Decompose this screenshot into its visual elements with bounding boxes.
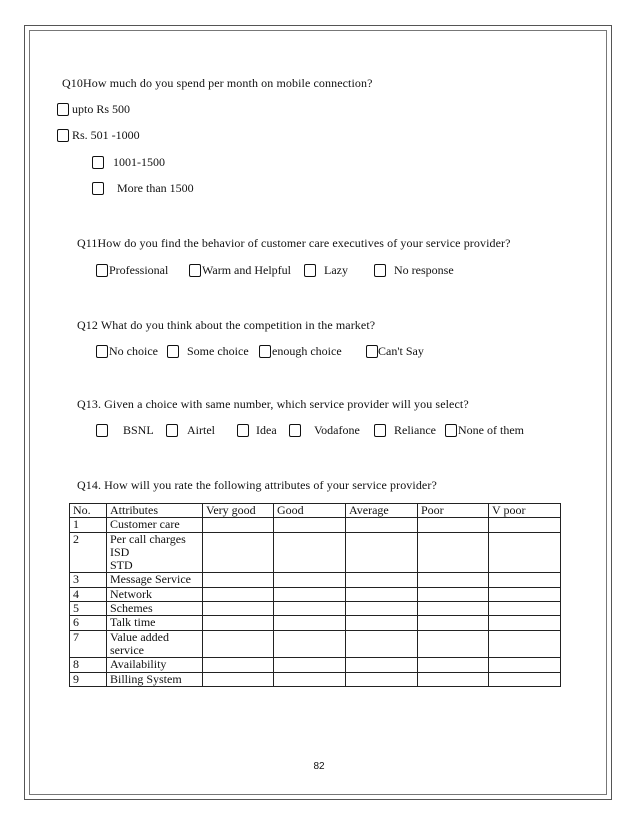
- row-attribute: [107, 587, 203, 601]
- attribute-line: Schemes: [110, 601, 153, 616]
- option-idea[interactable]: [237, 423, 277, 438]
- checkbox[interactable]: [259, 345, 271, 358]
- option-some-choice[interactable]: [167, 344, 249, 359]
- question-q11: Q11How do you find the behavior of customer care executives of your service provider?: [77, 236, 511, 250]
- attribute-line: STD: [110, 558, 133, 573]
- rating-cell[interactable]: [418, 658, 489, 672]
- rating-cell[interactable]: [418, 587, 489, 601]
- rating-cell[interactable]: [274, 518, 346, 532]
- attribute-line: Availability: [110, 657, 167, 672]
- option-vodafone[interactable]: [289, 423, 360, 438]
- rating-cell[interactable]: [418, 518, 489, 532]
- rating-cell[interactable]: [346, 616, 418, 630]
- rating-cell[interactable]: [274, 658, 346, 672]
- header-no: No.: [70, 504, 107, 518]
- rating-cell[interactable]: [418, 630, 489, 658]
- row-attribute: [107, 573, 203, 587]
- checkbox[interactable]: [96, 345, 108, 358]
- table-header-row: [70, 504, 561, 518]
- option-bsnl[interactable]: [96, 423, 154, 438]
- row-number: 1: [70, 518, 107, 532]
- rating-cell[interactable]: [203, 587, 274, 601]
- rating-cell[interactable]: [203, 672, 274, 686]
- rating-cell[interactable]: [346, 672, 418, 686]
- attribute-line: Per call charges: [110, 531, 186, 546]
- row-attribute: [107, 630, 203, 658]
- rating-cell[interactable]: [489, 587, 561, 601]
- option-label: More than 1500: [117, 181, 194, 195]
- rating-cell[interactable]: [346, 658, 418, 672]
- row-number: 7: [70, 630, 107, 658]
- option-label: Some choice: [187, 344, 249, 358]
- rating-cell[interactable]: [274, 587, 346, 601]
- option-airtel[interactable]: [166, 423, 215, 438]
- attribute-line: Message Service: [110, 572, 191, 587]
- attribute-line: Customer care: [110, 517, 180, 532]
- rating-cell[interactable]: [346, 573, 418, 587]
- option-reliance[interactable]: [374, 423, 436, 438]
- rating-cell[interactable]: [418, 616, 489, 630]
- checkbox[interactable]: [445, 424, 457, 437]
- option-label: BSNL: [123, 423, 154, 437]
- table-row: [70, 658, 561, 672]
- row-number: 6: [70, 616, 107, 630]
- checkbox[interactable]: [374, 424, 386, 437]
- rating-cell[interactable]: [203, 616, 274, 630]
- rating-cell[interactable]: [346, 532, 418, 573]
- row-attribute: [107, 518, 203, 532]
- rating-cell[interactable]: [418, 573, 489, 587]
- checkbox[interactable]: [366, 345, 378, 358]
- checkbox[interactable]: [289, 424, 301, 437]
- rating-cell[interactable]: [203, 573, 274, 587]
- checkbox[interactable]: [57, 129, 69, 142]
- checkbox[interactable]: [189, 264, 201, 277]
- row-number: 8: [70, 658, 107, 672]
- row-number: 3: [70, 573, 107, 587]
- rating-cell[interactable]: [203, 602, 274, 616]
- page-number: 82: [313, 761, 325, 772]
- option-label: Professional: [109, 263, 169, 277]
- rating-table: [69, 503, 561, 687]
- option-no-response[interactable]: [374, 263, 454, 278]
- rating-cell[interactable]: [274, 616, 346, 630]
- rating-cell[interactable]: [489, 658, 561, 672]
- question-q14: Q14. How will you rate the following attributes of your service provider?: [77, 478, 437, 492]
- row-attribute: [107, 602, 203, 616]
- option-label: upto Rs 500: [72, 102, 131, 116]
- option-label: No choice: [109, 344, 158, 358]
- rating-cell[interactable]: [346, 630, 418, 658]
- checkbox[interactable]: [374, 264, 386, 277]
- rating-cell[interactable]: [418, 602, 489, 616]
- checkbox[interactable]: [92, 182, 104, 195]
- table-row: [70, 518, 561, 532]
- rating-cell[interactable]: [274, 602, 346, 616]
- rating-cell[interactable]: [489, 532, 561, 573]
- header-v-poor: V poor: [489, 504, 561, 518]
- table-row: [70, 573, 561, 587]
- option-label: Warm and Helpful: [202, 263, 292, 277]
- option-enough-choice[interactable]: [259, 344, 342, 359]
- checkbox[interactable]: [96, 424, 108, 437]
- rating-cell[interactable]: [274, 630, 346, 658]
- question-q10: Q10How much do you spend per month on mobile connection?: [62, 76, 373, 90]
- row-attribute: [107, 658, 203, 672]
- checkbox[interactable]: [167, 345, 179, 358]
- row-attribute: [107, 672, 203, 686]
- rating-cell[interactable]: [489, 630, 561, 658]
- attribute-line: Billing System: [110, 671, 182, 686]
- table-row: [70, 672, 561, 686]
- attribute-line: Value added: [110, 629, 169, 644]
- header-poor: Poor: [418, 504, 489, 518]
- table-row: [70, 532, 561, 573]
- rating-cell[interactable]: [346, 587, 418, 601]
- row-attribute: [107, 616, 203, 630]
- row-number: 2: [70, 532, 107, 573]
- table-row: [70, 587, 561, 601]
- option-label: Vodafone: [314, 423, 360, 437]
- rating-cell[interactable]: [418, 532, 489, 573]
- option-label: enough choice: [272, 344, 342, 358]
- header-average: Average: [346, 504, 418, 518]
- rating-cell[interactable]: [489, 518, 561, 532]
- option-lazy[interactable]: [304, 263, 348, 278]
- checkbox[interactable]: [96, 264, 108, 277]
- row-number: 5: [70, 602, 107, 616]
- table-row: [70, 630, 561, 658]
- option-upto-500[interactable]: [57, 102, 130, 117]
- rating-cell[interactable]: [489, 573, 561, 587]
- attribute-line: ISD: [110, 544, 130, 559]
- rating-cell[interactable]: [489, 602, 561, 616]
- rating-cell[interactable]: [274, 573, 346, 587]
- checkbox[interactable]: [92, 156, 104, 169]
- attribute-line: Network: [110, 586, 152, 601]
- option-label: Idea: [256, 423, 277, 437]
- option-more-than-1500[interactable]: [92, 181, 194, 196]
- rating-cell[interactable]: [203, 518, 274, 532]
- rating-cell[interactable]: [274, 672, 346, 686]
- row-number: 9: [70, 672, 107, 686]
- rating-cell[interactable]: [274, 532, 346, 573]
- rating-cell[interactable]: [489, 616, 561, 630]
- option-label: Rs. 501 -1000: [72, 128, 140, 142]
- checkbox[interactable]: [166, 424, 178, 437]
- option-label: No response: [394, 263, 454, 277]
- option-label: Can't Say: [378, 344, 424, 358]
- option-label: Airtel: [187, 423, 215, 437]
- header-very-good: Very good: [203, 504, 274, 518]
- option-label: Reliance: [394, 423, 436, 437]
- option-1001-1500[interactable]: [92, 155, 165, 170]
- option-none-of-them[interactable]: [445, 423, 524, 438]
- option-label: 1001-1500: [113, 155, 165, 169]
- rating-cell[interactable]: [346, 602, 418, 616]
- option-warm-helpful[interactable]: [189, 263, 291, 278]
- option-label: Lazy: [324, 263, 348, 277]
- checkbox[interactable]: [57, 103, 69, 116]
- checkbox[interactable]: [237, 424, 249, 437]
- attribute-line: Talk time: [110, 615, 156, 630]
- rating-cell[interactable]: [203, 630, 274, 658]
- row-attribute: [107, 532, 203, 573]
- rating-cell[interactable]: [203, 658, 274, 672]
- rating-cell[interactable]: [489, 672, 561, 686]
- option-cant-say[interactable]: [366, 344, 424, 359]
- rating-cell[interactable]: [418, 672, 489, 686]
- rating-cell[interactable]: [346, 518, 418, 532]
- attribute-line: service: [110, 642, 144, 657]
- checkbox[interactable]: [304, 264, 316, 277]
- rating-cell[interactable]: [203, 532, 274, 573]
- table-row: [70, 616, 561, 630]
- table-row: [70, 602, 561, 616]
- option-professional[interactable]: [96, 263, 168, 278]
- row-number: 4: [70, 587, 107, 601]
- option-501-1000[interactable]: [57, 128, 140, 143]
- question-q13: Q13. Given a choice with same number, which service provider will you select?: [77, 397, 469, 411]
- option-label: None of them: [458, 423, 524, 437]
- header-attributes: Attributes: [107, 504, 203, 518]
- header-good: Good: [274, 504, 346, 518]
- option-no-choice[interactable]: [96, 344, 158, 359]
- question-q12: Q12 What do you think about the competition in the market?: [77, 318, 376, 332]
